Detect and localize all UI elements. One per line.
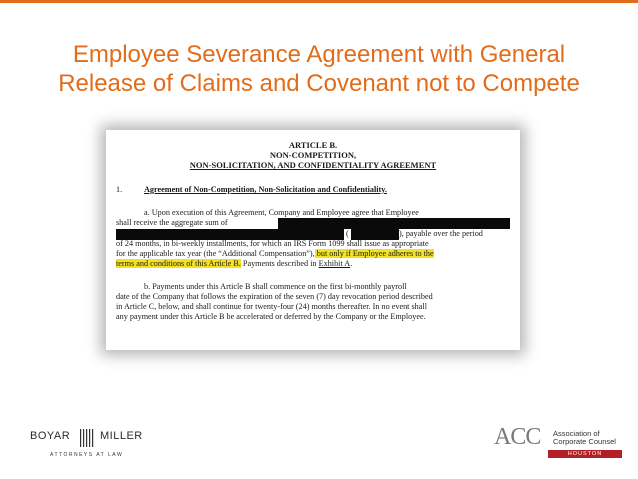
para-a-line-6-text: Payments described in [240, 259, 319, 268]
para-b-line-4: any payment under this Article B be accelerated or deferred by the Company or the Employee. [116, 312, 426, 321]
document-excerpt [106, 130, 520, 350]
article-heading: ARTICLE B. [288, 140, 338, 150]
redaction-block [278, 218, 510, 229]
pillars-icon [78, 428, 98, 448]
boyar-tagline: ATTORNEYS AT LAW [50, 452, 124, 458]
acc-name-line-1: Association of [553, 429, 600, 438]
slide-title-line-2: Release of Claims and Covenant not to Compete [58, 70, 580, 97]
para-a-line-6 [116, 259, 352, 269]
para-a-open-paren: ( [346, 229, 349, 238]
highlighted-text: terms and conditions of this Article B. [116, 259, 241, 268]
para-b-line-2: date of the Company that follows the expiration of the seven (7) day revocation period described [116, 292, 433, 301]
para-b-line-1: b. Payments under this Article B shall commence on the first bi-monthly payroll [144, 282, 407, 291]
slide-title-line-1: Employee Severance Agreement with General [72, 41, 566, 68]
boyar-wordmark: BOYAR [30, 430, 71, 442]
article-subheading: NON-COMPETITION, [269, 150, 357, 160]
para-a-line-5-text: for the applicable tax year (the “Additional Compensation”), [116, 249, 315, 258]
para-a-line-5 [116, 249, 434, 259]
agreement-heading: NON-SOLICITATION, AND CONFIDENTIALITY AGREEMENT [189, 160, 437, 170]
acc-name [553, 430, 616, 446]
acc-chapter-bar [548, 450, 622, 458]
exhibit-a-reference: Exhibit A [318, 259, 351, 268]
para-a-line-3-tail: ), payable over the period [399, 229, 483, 238]
section-number: 1. [116, 185, 123, 194]
acc-houston-logo [490, 422, 630, 466]
acc-chapter-label: HOUSTON [567, 451, 603, 457]
para-b-line-3: in Article C, below, and shall continue for twenty-four (24) months thereafter. In no event shall [116, 302, 427, 311]
para-a-line-1: a. Upon execution of this Agreement, Company and Employee agree that Employee [144, 208, 419, 217]
acc-name-line-2: Corporate Counsel [553, 437, 616, 446]
highlighted-text: but only if Employee adheres to the [314, 249, 434, 258]
miller-wordmark: MILLER [100, 430, 143, 442]
boyar-miller-logo [30, 430, 150, 465]
section-title: Agreement of Non-Competition, Non-Solicitation and Confidentiality. [144, 185, 387, 194]
top-accent-rule [0, 0, 638, 3]
slide-title [10, 40, 628, 98]
para-a-line-4: of 24 months, in bi-weekly installments, for which an IRS Form 1099 shall issue as appropriate [116, 239, 429, 248]
para-a-line-2: shall receive the aggregate sum of [116, 218, 228, 227]
acc-monogram: ACC [494, 424, 541, 450]
para-a-line-6-end: . [350, 259, 353, 268]
